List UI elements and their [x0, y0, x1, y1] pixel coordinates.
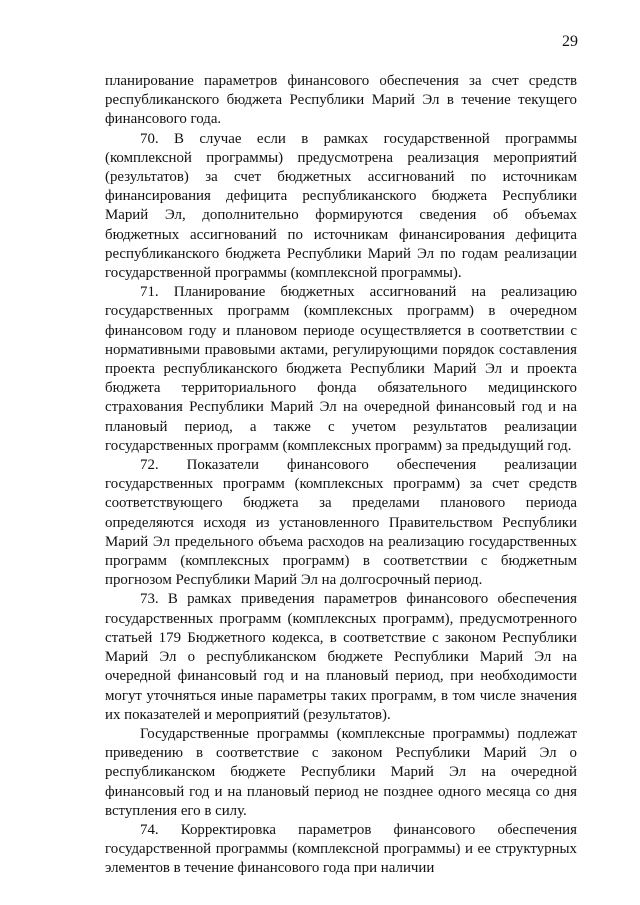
paragraph-73: 73. В рамках приведения параметров финансового обеспечения государственных программ (комплексных программ), предусмотренного статьей 179 Бюджетного кодекса, в соответствие с законом Республики Марий Эл о республиканском бюджете Республики Марий Эл на очередной финансовый год и на плановый период, при необходимости могут уточняться иные параметры таких программ, в том числе значения их показателей и мероприятий (результатов). — [105, 591, 577, 723]
paragraph-continuation: планирование параметров финансового обеспечения за счет средств республиканского бюджета Республики Марий Эл в течение текущего финансового года. — [105, 73, 577, 128]
paragraph-74: 74. Корректировка параметров финансового обеспечения государственной программы (комплексной программы) и ее структурных элементов в течение финансового года при наличии — [105, 821, 577, 877]
paragraph-73-continued: Государственные программы (комплексные программы) подлежат приведению в соответствие с законом Республики Марий Эл о республиканском бюджете Республики Марий Эл на очередной финансовый год и на плановый период не позднее одного месяца со дня вступления его в силу. — [105, 725, 577, 819]
paragraph-72: 72. Показатели финансового обеспечения реализации государственных программ (комплексных программ) за счет средств соответствующего бюджета за пределами планового периода определяются исходя из установленного Правительством Республики Марий Эл предельного объема расходов на реализацию государственных программ (комплексных программ) в соответствии с бюджетным прогнозом Республики Марий Эл на долгосрочный период. — [105, 457, 577, 589]
paragraph-70: 70. В случае если в рамках государственной программы (комплексной программы) предусмотрена реализация мероприятий (результатов) за счет бюджетных ассигнований по источникам финансирования дефицита республиканского бюджета Республики Марий Эл, дополнительно формируются сведения об объемах бюджетных ассигнований по источникам финансирования дефицита республиканского бюджета Республики Марий Эл по годам реализации государственной программы (комплексной программы). — [105, 130, 577, 282]
page-number: 29 — [562, 33, 578, 50]
paragraph-71: 71. Планирование бюджетных ассигнований на реализацию государственных программ (комплексных программ) в очередном финансовом году и плановом периоде осуществляется в соответствии с нормативными правовыми актами, регулирующими порядок составления проекта республиканского бюджета Республики Марий Эл и проекта бюджета территориального фонда обязательного медицинского страхования Республики Марий Эл на очередной финансовый год и на плановый период, а также с учетом результатов реализации государственных программ (комплексных программ) за предыдущий год. — [105, 284, 577, 454]
document-body — [105, 72, 577, 879]
